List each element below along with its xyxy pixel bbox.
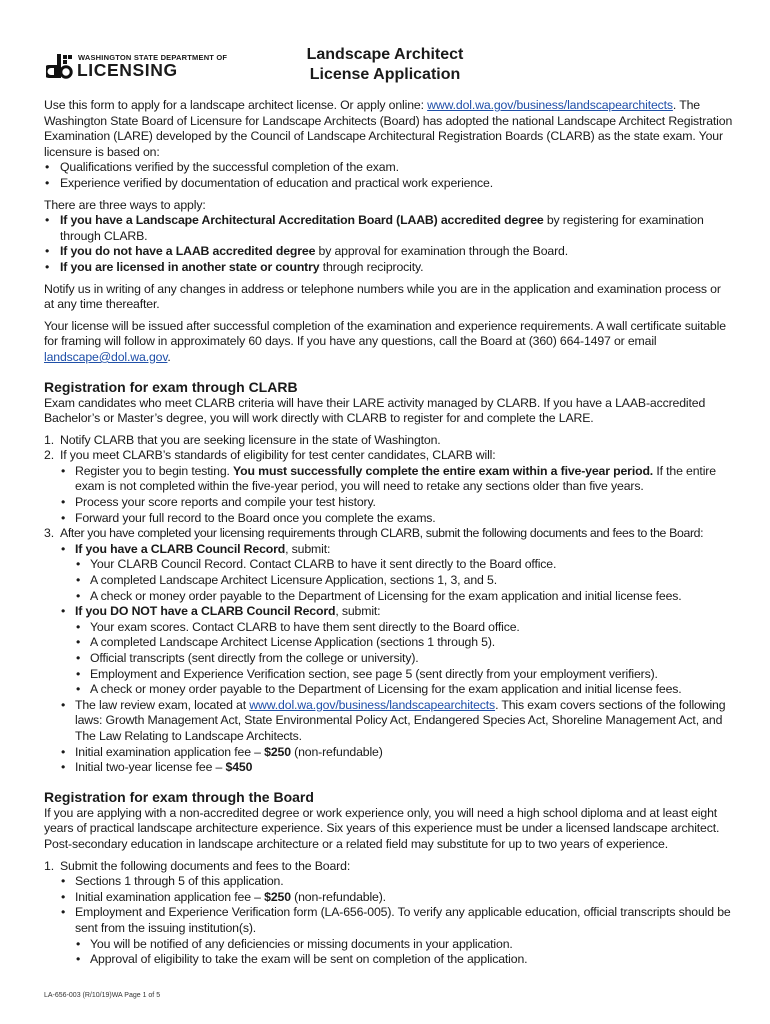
list-item bbox=[44, 464, 734, 495]
fee-text: (non-refundable). bbox=[290, 889, 386, 904]
step-number: 2. bbox=[44, 448, 54, 463]
dol-logo bbox=[46, 50, 228, 82]
way-bold: If you are licensed in another state or country bbox=[60, 259, 320, 274]
title-line-1: Landscape Architect bbox=[306, 46, 464, 63]
clarb-step-2 bbox=[44, 448, 734, 464]
item-bold: If you have a CLARB Council Record bbox=[75, 541, 286, 556]
list-item: • Qualifications verified by the successful completion of the exam. bbox=[44, 160, 734, 176]
list-item: • Experience verified by documentation of education and practical work experience. bbox=[44, 176, 734, 192]
item-text: , submit: bbox=[335, 604, 381, 619]
item-bold: You must successfully complete the entire exam within a five-year period. bbox=[233, 463, 654, 478]
list-item: • Your exam scores. Contact CLARB to have them sent directly to the Board office. bbox=[44, 620, 734, 636]
email-link[interactable]: landscape@dol.wa.gov bbox=[44, 349, 168, 364]
step-number: 3. bbox=[44, 526, 54, 541]
list-item: • A check or money order payable to the Department of Licensing for the exam application and initial license fees. bbox=[44, 682, 734, 698]
way-bold: If you have a Landscape Architectural Accreditation Board (LAAB) accredited degree bbox=[60, 213, 544, 228]
agency-name-top: WASHINGTON STATE DEPARTMENT OF bbox=[78, 53, 228, 62]
item-text: Register you to begin testing. bbox=[75, 463, 234, 478]
step-text: After you have completed your licensing requirements through CLARB, submit the following documents and fees to the Board: bbox=[60, 526, 704, 541]
list-item bbox=[44, 745, 734, 761]
fee-amount: $250 bbox=[264, 744, 291, 759]
clarb-heading: Registration for exam through CLARB bbox=[44, 378, 298, 395]
title-line-2: License Application bbox=[309, 66, 461, 83]
list-item bbox=[44, 542, 734, 558]
fee-amount: $450 bbox=[225, 760, 253, 775]
list-item bbox=[44, 698, 734, 745]
way-bold: If you do not have a LAAB accredited degree bbox=[60, 244, 316, 259]
clarb-intro: Exam candidates who meet CLARB criteria will have their LARE activity managed by CLARB. If you have a LAAB-accredited Bachelor’s or Master’s degree, you will work directly with CLARB to register for and complete the LARE. bbox=[44, 395, 706, 426]
step-text: If you meet CLARB’s standards of eligibility for test center candidates, CLARB will: bbox=[60, 448, 496, 463]
step-number: 1. bbox=[44, 858, 54, 873]
list-item: • Official transcripts (sent directly from the college or university). bbox=[44, 651, 734, 667]
notify-paragraph: Notify us in writing of any changes in address or telephone numbers while you are in the application and examination process or at any time thereafter. bbox=[44, 281, 721, 312]
form-footer: LA-656-003 (R/10/19)WA Page 1 of 5 bbox=[44, 992, 161, 999]
license-text-end: . bbox=[167, 349, 171, 364]
document-title bbox=[270, 45, 500, 85]
dol-logo-mark-icon bbox=[46, 52, 76, 80]
way-rest: through reciprocity. bbox=[319, 259, 424, 274]
item-text: . This exam covers sections of the following laws: Growth Management Act, State Environmental Policy Act, Endangered Species Act, Shoreline Management Act, and The Law Relating to Landscape Architects. bbox=[75, 697, 726, 743]
item-bold: If you DO NOT have a CLARB Council Record bbox=[75, 604, 336, 619]
list-item: • Approval of eligibility to take the exam will be sent on completion of the application. bbox=[44, 952, 734, 968]
intro-text-cont: . The Washington State Board of Licensure for Landscape Architects (Board) has adopted the national Landscape Architect Registration Examination (LARE) developed by the Council of Landscape Architectural Registration Boards (CLARB) as the state exam. Your licensure is based on: bbox=[44, 98, 733, 159]
board-step-1 bbox=[44, 859, 734, 875]
list-item bbox=[44, 244, 734, 260]
list-item: • Sections 1 through 5 of this application. bbox=[44, 874, 734, 890]
list-item: • Employment and Experience Verification section, see page 5 (sent directly from your employment verifiers). bbox=[44, 667, 734, 683]
agency-name-main: LICENSING bbox=[77, 60, 178, 80]
intro-text: Use this form to apply for a landscape architect license. Or apply online: bbox=[44, 98, 428, 112]
step-number: 1. bbox=[44, 432, 54, 447]
list-item bbox=[44, 760, 734, 776]
board-intro: If you are applying with a non-accredited degree or work experience only, you will need a high school diploma and at least eight years of practical landscape architecture experience. Six years of this experience must be under a licensed landscape architect. Post-secondary education in landscape architecture or a related field may substitute for up to two years of experience. bbox=[44, 805, 720, 851]
list-item: • A check or money order payable to the Department of Licensing for the exam application and initial license fees. bbox=[44, 589, 734, 605]
list-item: • Employment and Experience Verification form (LA-656-005). To verify any applicable education, official transcripts should be sent from the issuing institution(s). bbox=[44, 905, 734, 936]
fee-text: (non-refundable) bbox=[290, 744, 383, 759]
fee-text: Initial examination application fee – bbox=[75, 744, 265, 759]
clarb-step-3 bbox=[44, 526, 734, 542]
list-item bbox=[44, 260, 734, 276]
list-item: • A completed Landscape Architect License Application (sections 1 through 5). bbox=[44, 635, 734, 651]
step-text: Submit the following documents and fees to the Board: bbox=[60, 858, 351, 873]
step-text: Notify CLARB that you are seeking licensure in the state of Washington. bbox=[60, 432, 441, 447]
way-rest: by approval for examination through the Board. bbox=[315, 244, 568, 259]
license-text: Your license will be issued after successful completion of the examination and experience requirements. A wall certificate suitable for framing will follow in approximately 60 days. If you have any questions, call the Board at (360) 664-1497 or email bbox=[44, 318, 726, 349]
ways-intro: There are three ways to apply: bbox=[44, 197, 206, 212]
clarb-step-1 bbox=[44, 433, 734, 449]
way-rest: by registering for examination through CLARB. bbox=[60, 213, 704, 243]
board-heading: Registration for exam through the Board bbox=[44, 788, 314, 805]
law-review-link[interactable]: www.dol.wa.gov/business/landscapearchitects bbox=[249, 697, 496, 712]
fee-text: Initial examination application fee – bbox=[75, 889, 265, 904]
fee-text: Initial two-year license fee – bbox=[75, 760, 226, 775]
document-body bbox=[44, 98, 734, 968]
intro-paragraph bbox=[44, 98, 734, 160]
item-text: If the entire exam is not completed within the five-year period, you will need to retake any sections older than five years. bbox=[75, 463, 716, 494]
item-text: The law review exam, located at bbox=[75, 697, 250, 712]
list-item bbox=[44, 604, 734, 620]
list-item: • A completed Landscape Architect Licensure Application, sections 1, 3, and 5. bbox=[44, 573, 734, 589]
item-text: , submit: bbox=[285, 541, 331, 556]
list-item: • Your CLARB Council Record. Contact CLARB to have it sent directly to the Board office. bbox=[44, 557, 734, 573]
list-item: • Process your score reports and compile your test history. bbox=[44, 495, 734, 511]
fee-amount: $250 bbox=[264, 889, 291, 904]
list-item bbox=[44, 890, 734, 906]
list-item: • You will be notified of any deficiencies or missing documents in your application. bbox=[44, 937, 734, 953]
license-paragraph bbox=[44, 319, 734, 366]
list-item bbox=[44, 213, 734, 244]
list-item: • Forward your full record to the Board once you complete the exams. bbox=[44, 511, 734, 527]
online-application-link[interactable]: www.dol.wa.gov/business/landscapearchitects bbox=[427, 98, 673, 112]
